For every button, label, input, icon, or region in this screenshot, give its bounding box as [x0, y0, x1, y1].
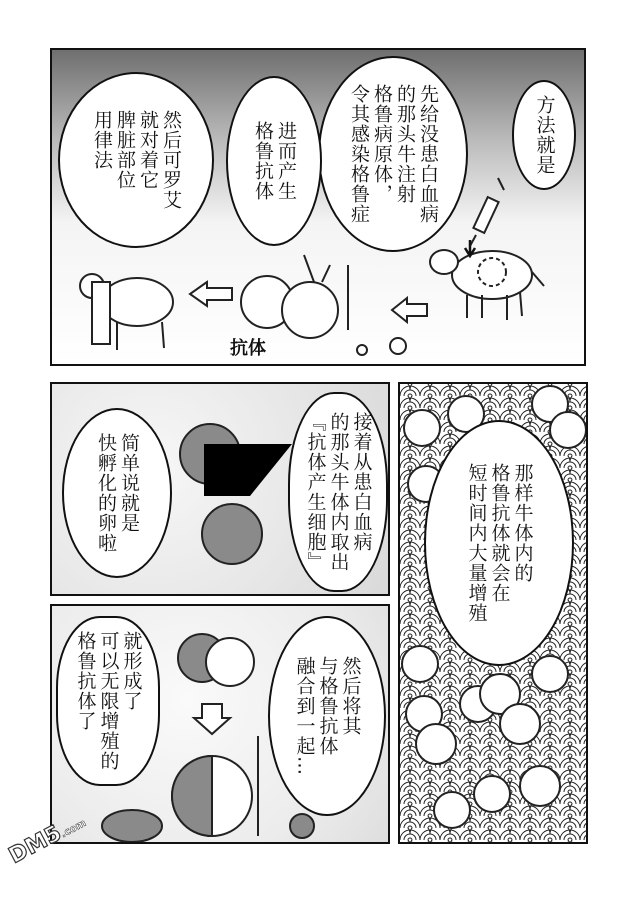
- bubble-fuse-text: 然后将其 与格鲁抗体 融合到一起…: [293, 656, 362, 776]
- bubble-extract-text: 接着从患白血病 的那头牛体内取出 『抗体产生细胞』: [304, 412, 373, 572]
- bubble-increase: [424, 420, 574, 666]
- bubble-fuse: [268, 616, 386, 816]
- left-arrow-2: [190, 282, 232, 306]
- bubble-inject: [318, 56, 468, 252]
- antibody-label: 抗体: [230, 338, 266, 359]
- bubble-method-text: 方法就是: [533, 95, 556, 175]
- black-wedge: [204, 444, 292, 496]
- syringe-drawing: [470, 178, 504, 246]
- cow-with-girl-drawing: [80, 274, 173, 350]
- bubble-method: [512, 80, 576, 190]
- bubble-extract: [288, 392, 388, 592]
- bubble-simple-text: 简单说就是 快孵化的卵啦: [95, 433, 140, 553]
- bubble-result-text: 就形成了 可以无限增殖的 格鲁抗体了: [74, 631, 143, 771]
- bubble-produce-text: 进而产生 格鲁抗体: [252, 121, 297, 201]
- cow-injected-drawing: [430, 250, 544, 320]
- panel-4: [398, 382, 588, 844]
- panel-1: [50, 48, 586, 366]
- bubble-inject-text: 先给没患白血病 的那头牛注射 格鲁病原体， 令其感染格鲁症: [348, 84, 439, 224]
- watermark-main: DM5: [4, 820, 66, 869]
- panel-3: [50, 604, 390, 844]
- bubble-result: [56, 616, 160, 786]
- bubble-simple: [62, 408, 172, 578]
- panel-2: [50, 382, 390, 596]
- bubble-spleen-text: 然后可罗艾 就对着它 脾脏部位 用律法: [91, 110, 182, 210]
- bubble-spleen: [58, 72, 214, 248]
- bubble-produce: [226, 76, 322, 246]
- bubble-increase-text: 那样牛体内的 格鲁抗体就会在 短时间内大量增殖: [465, 463, 534, 623]
- antibody-drawing: [241, 255, 348, 338]
- watermark-sub: .com: [59, 817, 89, 841]
- left-arrow-1: [392, 298, 427, 322]
